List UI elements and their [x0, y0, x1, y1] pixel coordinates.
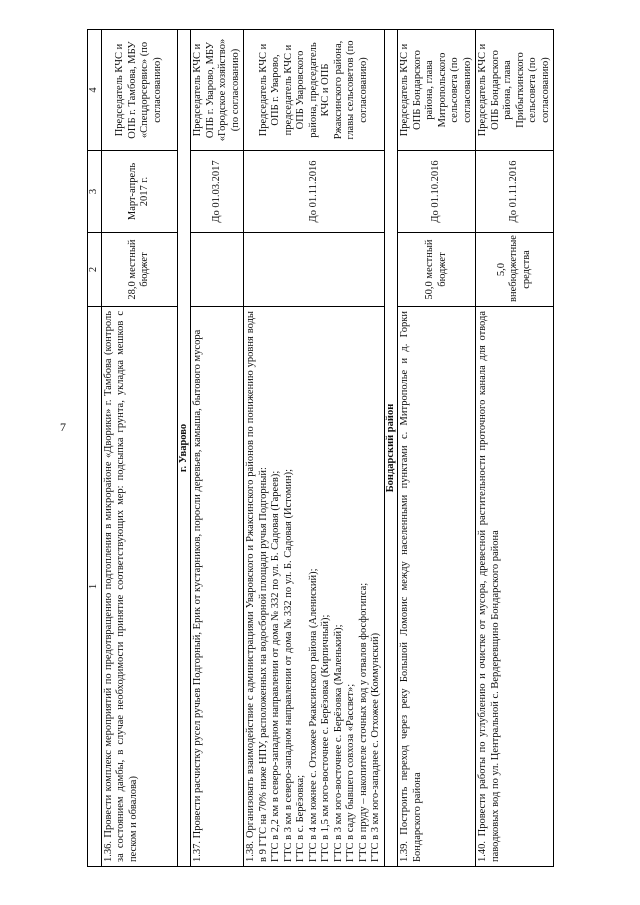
section-title-bondari: Бондарский район	[384, 30, 398, 867]
measure-responsible: Председатель КЧС и ОПБ Бондарского района, глава Прибыткинского сельсовета (по согласованию)	[476, 30, 554, 151]
list-item: ГТС в саду бывшего совхоза «Рассвет»;	[345, 683, 356, 862]
header-col-3: 3	[88, 151, 102, 233]
table-row	[191, 30, 244, 867]
header-row	[88, 30, 102, 867]
table-row	[244, 30, 385, 867]
rotated-document	[87, 30, 551, 867]
list-item: ГТС в с. Берёзовка;	[295, 774, 306, 862]
measure-funding	[244, 233, 385, 307]
measure-responsible: Председатель КЧС и ОПБ г. Тамбова, МБУ «Спецдорсервис» (по согласованию)	[101, 30, 177, 151]
table-row	[101, 30, 177, 867]
measure-term: До 01.11.2016	[244, 151, 385, 233]
page-number: 7	[60, 420, 66, 434]
measure-funding: 5,0 внебюджетные средства	[476, 233, 554, 307]
measure-funding: 28,0 местный бюджет	[101, 233, 177, 307]
header-col-1: 1	[88, 307, 102, 867]
measure-responsible: Председатель КЧС и ОПБ г. Уварово, МБУ «Городское хозяйство» (по согласованию)	[191, 30, 244, 151]
measure-funding	[191, 233, 244, 307]
section-row	[384, 30, 398, 867]
measure-text: 1.36. Провести комплекс мероприятий по предотвращению подтопления в микрорайоне «Дворики» г. Тамбова (контроль за состоянием дамбы, в случае необходимости принятие соответствующих мер: подсыпка грунта, укладка мешков с песком и обвалова)	[101, 307, 177, 867]
table-row	[476, 30, 554, 867]
section-row	[177, 30, 191, 867]
list-item: ГТС в 1,5 км юго-восточнее с. Берёзовка (Кирпичный);	[320, 614, 331, 862]
measure-term: До 01.11.2016	[476, 151, 554, 233]
section-title-uvarovo: г. Уварово	[177, 30, 191, 867]
list-item: ГТС в 3 км юго-западнее с. Отхожее (Коммунский)	[370, 632, 381, 862]
measure-text: 1.37. Провести расчистку русел ручьев Подгорный, Ерик от кустарников, поросли деревьев, камыша, бытового мусора	[191, 307, 244, 867]
measure-funding: 50,0 местный бюджет	[398, 233, 476, 307]
header-col-2: 2	[88, 233, 102, 307]
list-item: ГТС в 3 км юго-восточнее с. Берёзовка (Маленький);	[332, 624, 344, 862]
measure-term: До 01.03.2017	[191, 151, 244, 233]
measure-text-list	[244, 307, 385, 867]
list-item: ГТС в 4 км южнее с. Отхожее Ржаксинского района (Алениский);	[307, 568, 319, 862]
table-row	[398, 30, 476, 867]
measures-table	[87, 29, 554, 867]
measure-responsible: Председатель КЧС и ОПБ Бондарского района, глава Митропольского сельсовета (по согласованию)	[398, 30, 476, 151]
measure-text: 1.40. Провести работы по углублению и очистке от мусора, древесной растительности проточного канала для отвода паводковых вод по ул. Центральной с. Вердеревщино Бондарского района	[476, 307, 554, 867]
header-col-4: 4	[88, 30, 102, 151]
measure-term: Март-апрель 2017 г.	[101, 151, 177, 233]
measure-term: До 01.10.2016	[398, 151, 476, 233]
measure-intro: 1.38. Организовать взаимодействие с администрациями Уваровского и Ржаксинского районов по понижению уровня воды в 9 ГТС на 70% ниже НПУ, расположенных на водосборной площади ручья Подгорный:	[245, 311, 269, 862]
list-item: ГТС в 3 км в северо-западном направлении от дома № 332 по ул. Б. Садовая (Истомин);	[282, 468, 294, 862]
measure-responsible: Председатель КЧС и ОПБ г. Уварово, председатель КЧС и ОПБ Уваровского района, председатель КЧС и ОПБ Ржаксинского района, главы сельсоветов (по согласованию)	[244, 30, 385, 151]
list-item: ГТС в пруду – накопителе сточных вод у отвалов фосфогипса;	[357, 582, 369, 862]
measure-text: 1.39. Построить переход через реку Большой Ломовис между населенными пунктами с. Митрополье и д. Горки Бондарского района	[398, 307, 476, 867]
list-item: ГТС в 2,2 км в северо-западном направлении от дома № 332 по ул. Б. Садовая (Гареев);	[270, 470, 281, 862]
